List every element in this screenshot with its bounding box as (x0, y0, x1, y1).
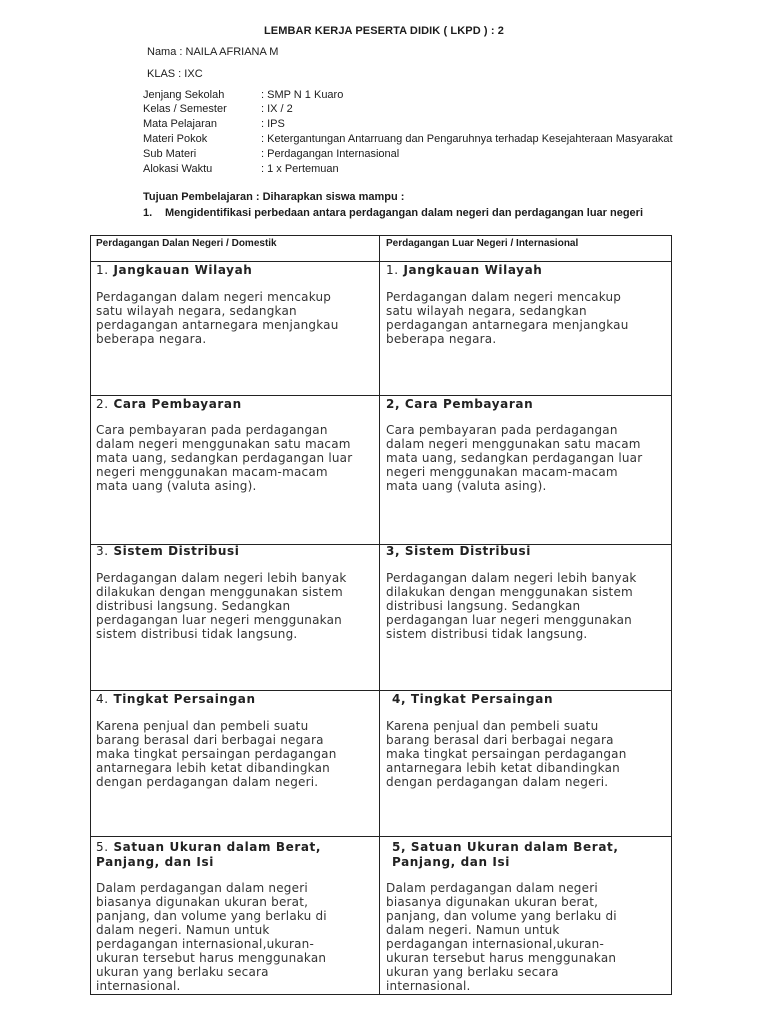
section-body: Perdagangan dalam negeri mencakup satu wilayah negara, sedangkan perdagangan antarnegara menjangkau beberapa negara. (96, 290, 339, 346)
section-heading: Satuan Ukuran dalam Berat, Panjang, dan Isi (392, 840, 619, 869)
section-title (96, 544, 239, 559)
section-title (96, 840, 336, 870)
section-body: Cara pembayaran pada perdagangan dalam negeri menggunakan satu macam mata uang, sedangkan perdagangan luar negeri menggunakan macam-macam mata uang (valuta asing). (96, 423, 353, 493)
section-title (96, 397, 242, 412)
section-body: Cara pembayaran pada perdagangan dalam negeri menggunakan satu macam mata uang, sedangkan perdagangan luar negeri menggunakan macam-macam mata uang (valuta asing). (386, 423, 643, 493)
goal-item-number: 1. (143, 207, 153, 219)
student-class: KLAS : IXC (147, 68, 203, 80)
meta-value-jenjang: : SMP N 1 Kuaro (261, 89, 344, 101)
column-header-international: Perdagangan Luar Negeri / Internasional (386, 238, 579, 249)
section-body: Dalam perdagangan dalam negeri biasanya digunakan ukuran berat, panjang, dan volume yang berlaku di dalam negeri. Namun untuk perdagangan internasional,ukuran- ukuran tersebut harus menggunakan ukuran yang berlaku secara internasional. (96, 881, 327, 993)
section-number: 1. (96, 263, 109, 277)
section-number: 5, (392, 840, 407, 854)
section-body: Karena penjual dan pembeli suatu barang berasal dari berbagai negara maka tingkat persaingan perdagangan antarnegara lebih ketat dibandingkan dengan perdagangan dalam negeri. (386, 719, 627, 789)
meta-label-materi: Materi Pokok (143, 133, 208, 145)
section-number: 5. (96, 840, 109, 854)
meta-value-submateri: : Perdagangan Internasional (261, 148, 400, 160)
section-number: 3, (386, 544, 401, 558)
meta-label-jenjang: Jenjang Sekolah (143, 89, 225, 101)
section-heading: Sistem Distribusi (113, 544, 240, 558)
document-title: LEMBAR KERJA PESERTA DIDIK ( LKPD ) : 2 (263, 25, 504, 37)
section-number: 4. (96, 692, 109, 706)
section-heading: Tingkat Persaingan (113, 692, 256, 706)
meta-label-alokasi: Alokasi Waktu (143, 163, 213, 175)
meta-value-alokasi: : 1 x Pertemuan (261, 163, 339, 175)
goal-intro: Tujuan Pembelajaran : Diharapkan siswa mampu : (143, 191, 405, 203)
section-number: 2, (386, 397, 401, 411)
row-divider (90, 261, 672, 262)
meta-value-kelas: : IX / 2 (261, 103, 293, 115)
section-heading: Satuan Ukuran dalam Berat, Panjang, dan Isi (96, 840, 322, 869)
section-body: Perdagangan dalam negeri lebih banyak dilakukan dengan menggunakan sistem distribusi langsung. Sedangkan perdagangan luar negeri menggunakan sistem distribusi tidak langsung. (386, 571, 637, 641)
section-body: Dalam perdagangan dalam negeri biasanya digunakan ukuran berat, panjang, dan volume yang berlaku di dalam negeri. Namun untuk perdagangan internasional,ukuran- ukuran tersebut harus menggunakan ukuran yang berlaku secara internasional. (386, 881, 617, 993)
section-title (386, 263, 542, 278)
meta-label-mapel: Mata Pelajaran (143, 118, 217, 130)
section-number: 3. (96, 544, 109, 558)
goal-item-text: Mengidentifikasi perbedaan antara perdagangan dalam negeri dan perdagangan luar negeri (165, 207, 644, 219)
section-heading: Cara Pembayaran (404, 397, 534, 411)
section-heading: Tingkat Persaingan (410, 692, 554, 706)
section-body: Perdagangan dalam negeri lebih banyak dilakukan dengan menggunakan sistem distribusi langsung. Sedangkan perdagangan luar negeri menggunakan sistem distribusi tidak langsung. (96, 571, 347, 641)
goal-item (143, 207, 643, 219)
section-title (96, 692, 256, 707)
meta-value-mapel: : IPS (261, 118, 285, 130)
row-divider (90, 690, 672, 691)
section-heading: Jangkauan Wilayah (403, 263, 543, 277)
section-heading: Jangkauan Wilayah (113, 263, 253, 277)
meta-label-submateri: Sub Materi (143, 148, 197, 160)
section-title (392, 840, 652, 870)
section-heading: Cara Pembayaran (113, 397, 242, 411)
section-heading: Sistem Distribusi (404, 544, 531, 558)
row-divider (90, 836, 672, 837)
student-name: Nama : NAILA AFRIANA M (147, 46, 279, 58)
section-body: Karena penjual dan pembeli suatu barang berasal dari berbagai negara maka tingkat persaingan perdagangan antarnegara lebih ketat dibandingkan dengan perdagangan dalam negeri. (96, 719, 337, 789)
section-title (96, 263, 252, 278)
meta-value-materi: : Ketergantungan Antarruang dan Pengaruhnya terhadap Kesejahteraan Masyarakat (261, 133, 673, 145)
section-number: 4, (392, 692, 407, 706)
column-header-domestic: Perdagangan Dalan Negeri / Domestik (96, 238, 277, 249)
row-divider (90, 395, 672, 396)
section-number: 1. (386, 263, 399, 277)
section-body: Perdagangan dalam negeri mencakup satu wilayah negara, sedangkan perdagangan antarnegara menjangkau beberapa negara. (386, 290, 629, 346)
section-number: 2. (96, 397, 109, 411)
section-title (386, 544, 531, 559)
meta-label-kelas: Kelas / Semester (143, 103, 227, 115)
section-title (386, 397, 533, 412)
column-divider (379, 235, 380, 995)
section-title (392, 692, 553, 707)
